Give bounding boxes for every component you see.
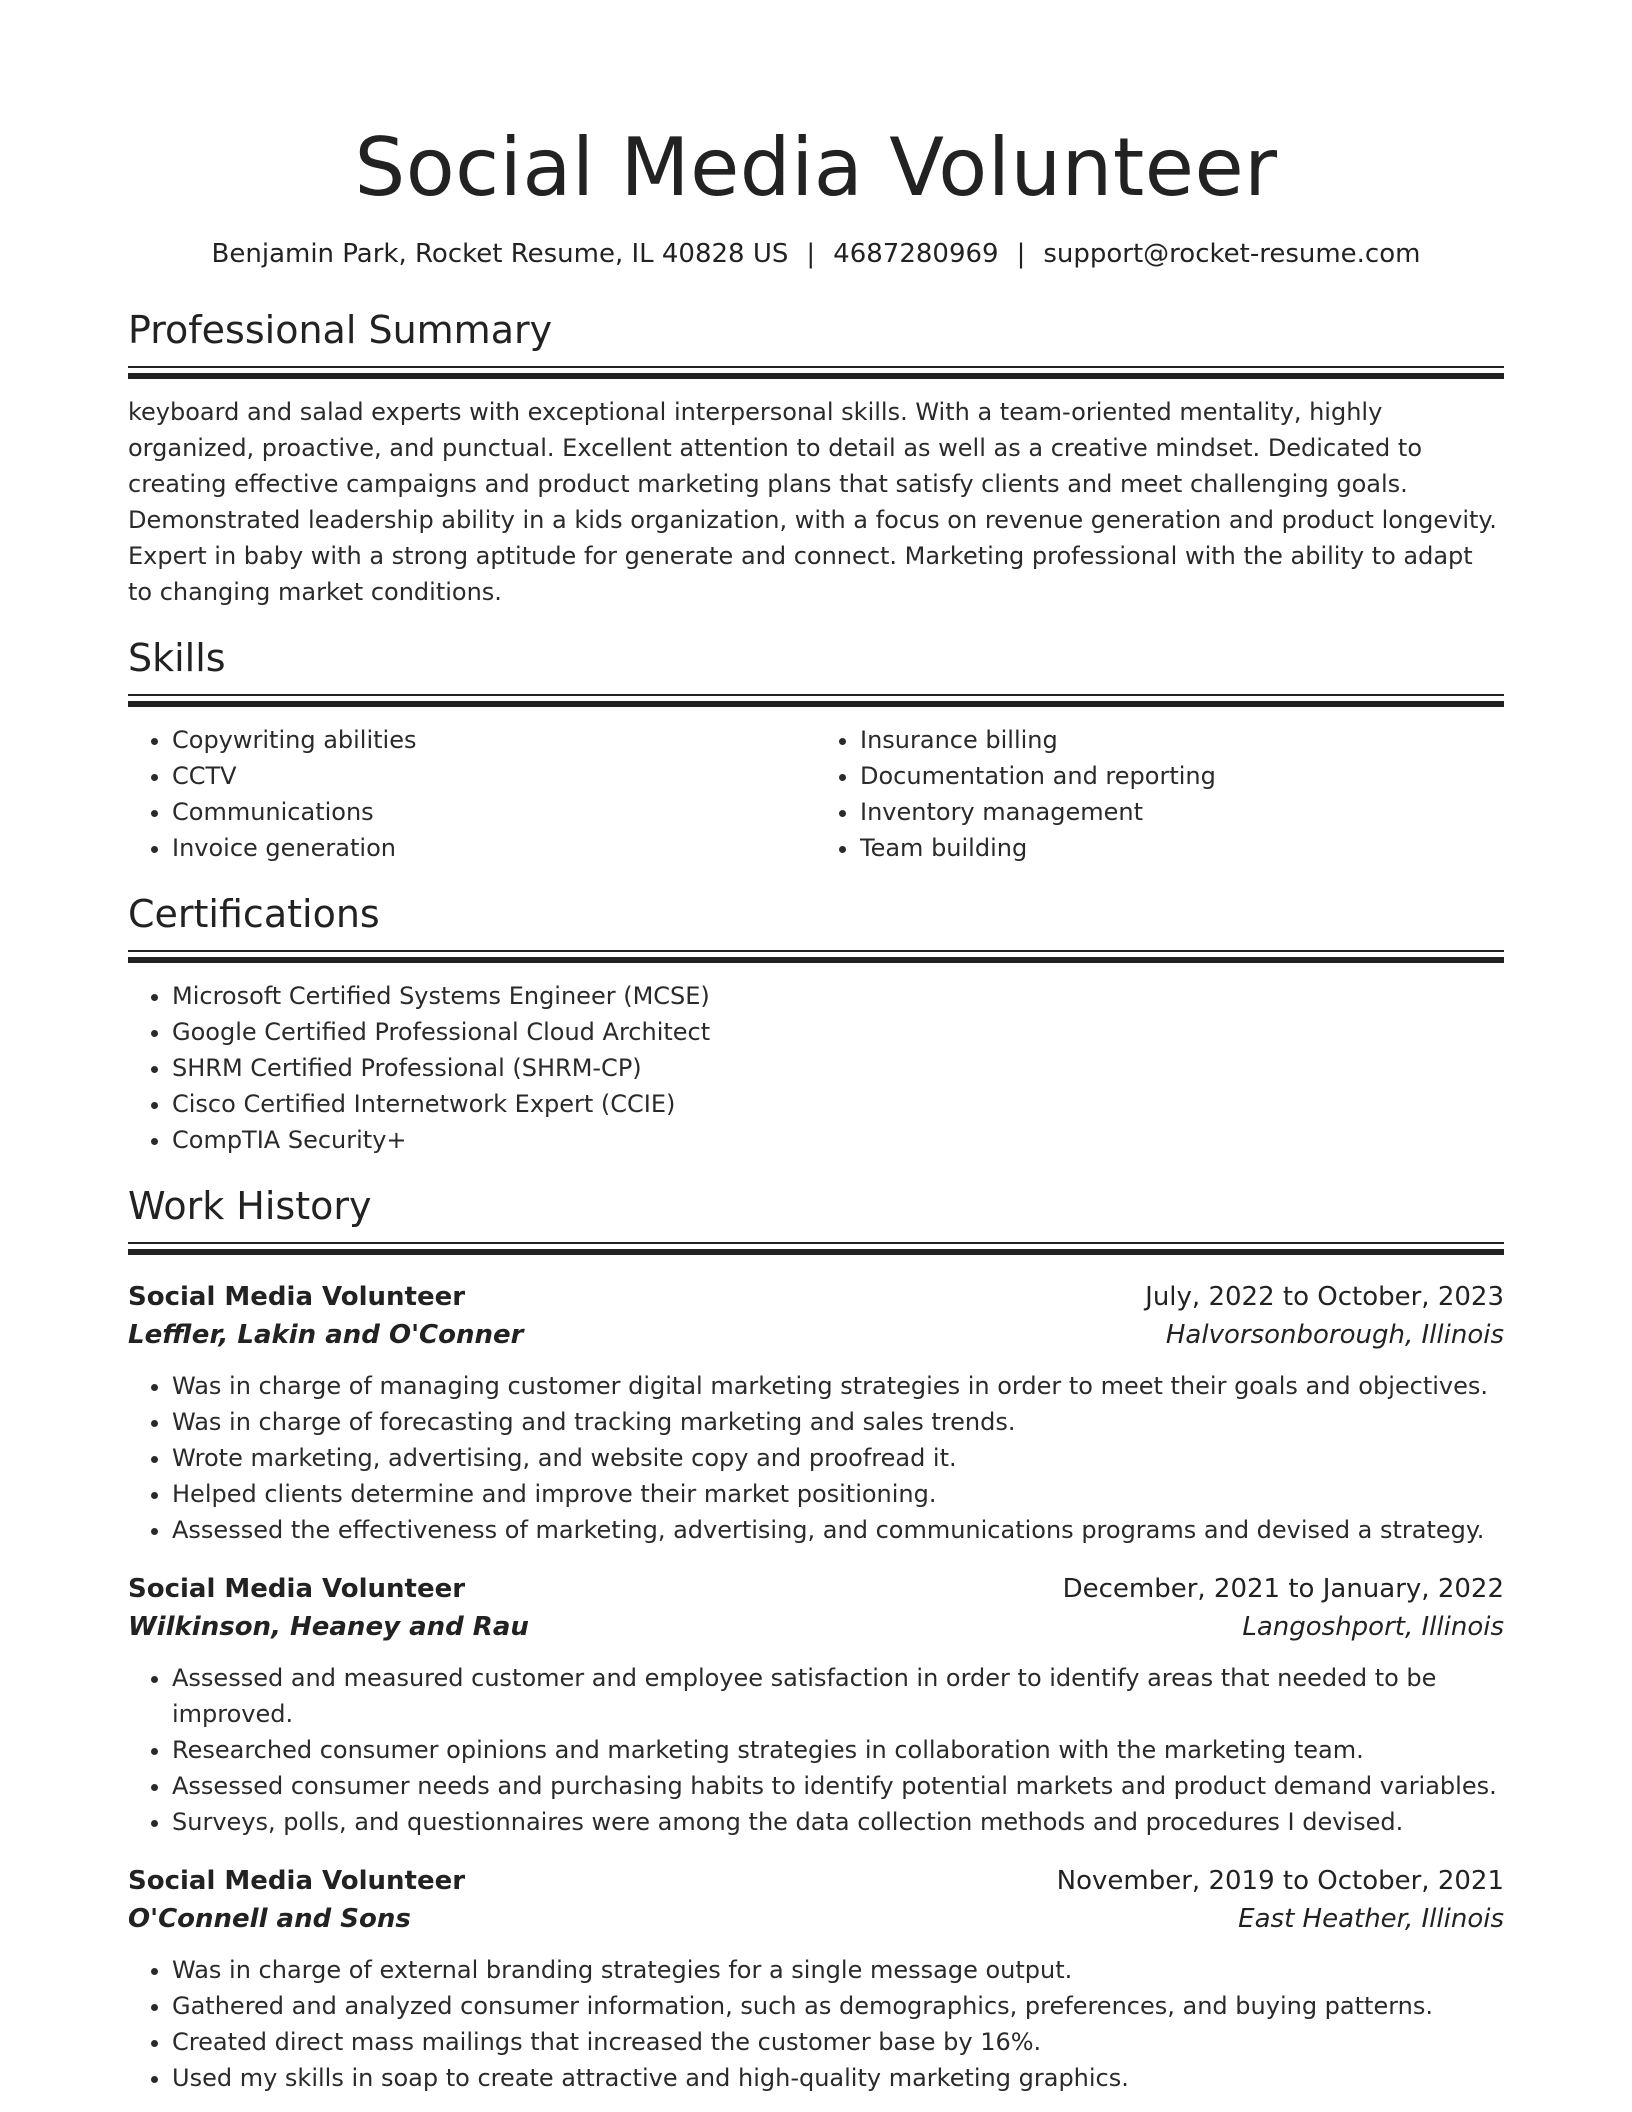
job-location: Langoshport, Illinois (1242, 1612, 1504, 1642)
job-title: Social Media Volunteer (128, 1282, 466, 1312)
section-divider (128, 1242, 1504, 1256)
contact-line (128, 236, 1504, 272)
summary-section (128, 306, 1504, 610)
contact-separator: | (1016, 239, 1026, 269)
job-entry (128, 1570, 1504, 1840)
job-bullet: • Assessed consumer needs and purchasing habits to identify potential markets and product demand variables. (172, 1768, 1504, 1804)
section-title-skills: Skills (128, 636, 226, 680)
skills-list-right (816, 722, 1504, 866)
certification-item: • SHRM Certified Professional (SHRM-CP) (172, 1050, 1504, 1086)
job-title: Social Media Volunteer (128, 1866, 466, 1896)
section-divider (128, 694, 1504, 708)
job-location: Halvorsonborough, Illinois (1165, 1320, 1504, 1350)
job-subheader (128, 1608, 1504, 1646)
skill-item: • Communications (172, 794, 816, 830)
job-bullet: • Assessed the effectiveness of marketing, advertising, and communications programs and devised a strategy. (172, 1512, 1504, 1548)
skill-item: • Team building (860, 830, 1504, 866)
contact-separator: | (806, 239, 816, 269)
section-title-work-history: Work History (128, 1184, 372, 1228)
job-bullet: • Created direct mass mailings that increased the customer base by 16%. (172, 2024, 1504, 2060)
resume-page (128, 120, 1504, 2096)
contact-address: Benjamin Park, Rocket Resume, IL 40828 US (211, 239, 789, 269)
skills-grid (128, 708, 1504, 866)
job-header (128, 1862, 1504, 1900)
job-bullet: • Surveys, polls, and questionnaires were among the data collection methods and procedures I devised. (172, 1804, 1504, 1840)
job-bullet: • Researched consumer opinions and marketing strategies in collaboration with the marketing team. (172, 1732, 1504, 1768)
job-subheader (128, 1316, 1504, 1354)
job-company: Wilkinson, Heaney and Rau (128, 1612, 529, 1642)
certification-item: • Cisco Certified Internetwork Expert (CCIE) (172, 1086, 1504, 1122)
skill-item: • Inventory management (860, 794, 1504, 830)
contact-email: support@rocket-resume.com (1043, 239, 1421, 269)
summary-text: keyboard and salad experts with exceptional interpersonal skills. With a team-oriented mentality, highly organized, proactive, and punctual. Excellent attention to detail as well as a creative mindset. Dedicated to creating effective campaigns and product marketing plans that satisfy clients and meet challenging goals. Demonstrated leadership ability in a kids organization, with a focus on revenue generation and product longevity. Expert in baby with a strong aptitude for generate and connect. Marketing professional with the ability to adapt to changing market conditions. (128, 398, 1497, 606)
skill-item: • Documentation and reporting (860, 758, 1504, 794)
job-entry (128, 1862, 1504, 2096)
job-title: Social Media Volunteer (128, 1574, 466, 1604)
skill-item: • Insurance billing (860, 722, 1504, 758)
job-bullet: • Was in charge of forecasting and tracking marketing and sales trends. (172, 1404, 1504, 1440)
job-bullet: • Was in charge of external branding strategies for a single message output. (172, 1952, 1504, 1988)
skills-list-left (128, 722, 816, 866)
job-bullets (128, 1952, 1504, 2096)
resume-name: Social Media Volunteer (354, 121, 1278, 214)
job-bullet: • Helped clients determine and improve their market positioning. (172, 1476, 1504, 1512)
job-bullet: • Gathered and analyzed consumer information, such as demographics, preferences, and buying patterns. (172, 1988, 1504, 2024)
skill-item: • Copywriting abilities (172, 722, 816, 758)
contact-phone: 4687280969 (833, 239, 999, 269)
job-dates: December, 2021 to January, 2022 (1062, 1574, 1504, 1604)
certifications-section (128, 890, 1504, 1158)
job-bullet: • Used my skills in soap to create attractive and high-quality marketing graphics. (172, 2060, 1504, 2096)
section-title-certifications: Certifications (128, 892, 380, 936)
work-history-section (128, 1182, 1504, 2096)
job-header (128, 1278, 1504, 1316)
job-company: Leffler, Lakin and O'Conner (128, 1320, 524, 1350)
job-bullet: • Assessed and measured customer and employee satisfaction in order to identify areas that needed to be improved. (172, 1660, 1504, 1732)
job-dates: November, 2019 to October, 2021 (1056, 1866, 1504, 1896)
certification-item: • CompTIA Security+ (172, 1122, 1504, 1158)
job-dates: July, 2022 to October, 2023 (1145, 1282, 1504, 1312)
skill-item: • CCTV (172, 758, 816, 794)
section-title-summary: Professional Summary (128, 308, 553, 352)
section-divider (128, 950, 1504, 964)
job-bullet: • Was in charge of managing customer digital marketing strategies in order to meet their goals and objectives. (172, 1368, 1504, 1404)
certification-item: • Microsoft Certified Systems Engineer (MCSE) (172, 978, 1504, 1014)
job-company: O'Connell and Sons (128, 1904, 411, 1934)
certification-item: • Google Certified Professional Cloud Architect (172, 1014, 1504, 1050)
skill-item: • Invoice generation (172, 830, 816, 866)
job-bullets (128, 1368, 1504, 1548)
skills-section (128, 634, 1504, 866)
job-header (128, 1570, 1504, 1608)
job-entry (128, 1278, 1504, 1548)
job-bullets (128, 1660, 1504, 1840)
job-bullet: • Wrote marketing, advertising, and website copy and proofread it. (172, 1440, 1504, 1476)
certifications-list (128, 978, 1504, 1158)
job-subheader (128, 1900, 1504, 1938)
section-divider (128, 366, 1504, 380)
job-location: East Heather, Illinois (1238, 1904, 1504, 1934)
